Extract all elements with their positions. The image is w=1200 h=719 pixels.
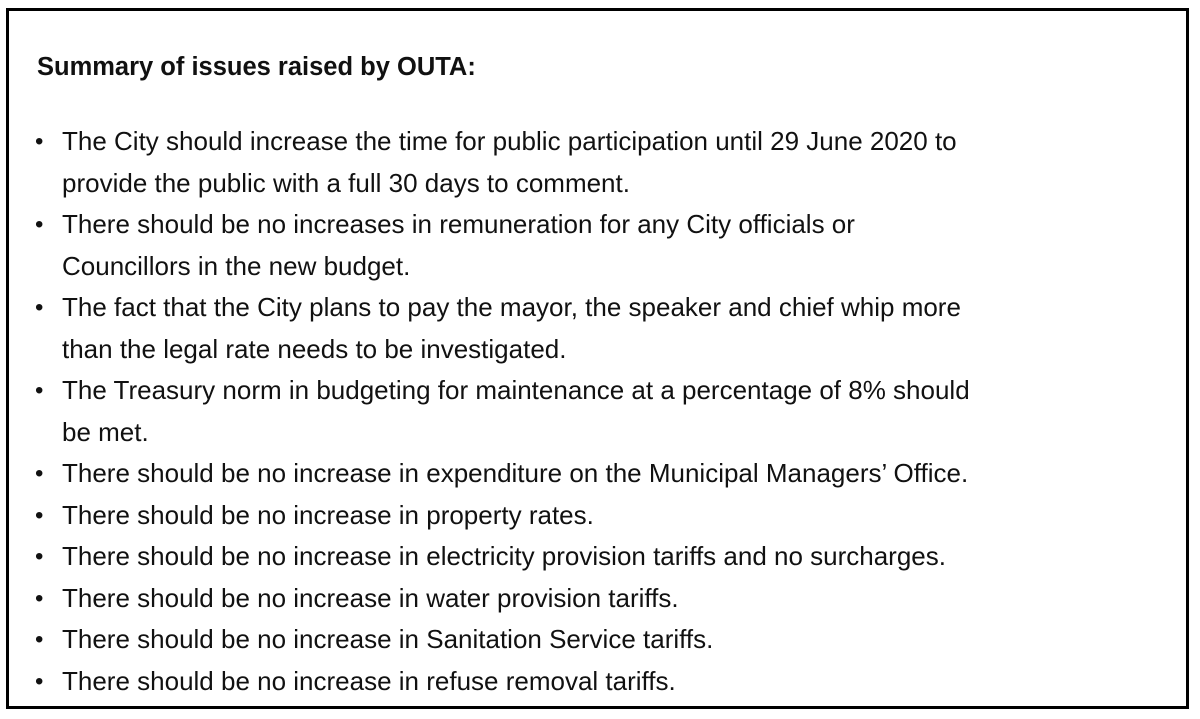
summary-title: Summary of issues raised by OUTA:: [37, 53, 476, 81]
list-item: [35, 204, 1175, 287]
list-item: [35, 495, 1175, 537]
list-item: [35, 536, 1175, 578]
list-item-text: There should be no increase in Sanitation Service tariffs.: [62, 624, 714, 654]
list-item-text: There should be no increase in water provision tariffs.: [62, 582, 679, 613]
issues-list: [35, 121, 1175, 702]
list-item-text: The City should increase the time for public participation until 29 June 2020 to provide the public with a full 30 days to comment.: [62, 126, 957, 198]
bullet: •: [35, 584, 44, 612]
list-item: [35, 287, 1175, 370]
list-item: [35, 578, 1175, 620]
list-item: [35, 121, 1175, 204]
bullet: •: [35, 626, 44, 653]
list-item-text: There should be no increase in expenditure on the Municipal Managers’ Office.: [62, 458, 969, 488]
list-item-text: The Treasury norm in budgeting for maintenance at a percentage of 8% should be met.: [62, 375, 970, 447]
list-item: [35, 370, 1175, 453]
list-item-text: There should be no increases in remuneration for any City officials or Councillors in the new budget.: [62, 209, 855, 281]
bullet: •: [35, 128, 44, 155]
list-item-text: There should be no increase in electricity provision tariffs and no surcharges.: [62, 541, 946, 571]
bullet: •: [35, 543, 44, 570]
bullet: •: [35, 501, 44, 529]
list-item: [35, 453, 1175, 495]
list-item-text: There should be no increase in refuse removal tariffs.: [62, 665, 676, 696]
bullet: •: [35, 294, 44, 321]
bullet: •: [35, 211, 44, 238]
list-item: [35, 661, 1175, 703]
summary-box: [6, 8, 1189, 709]
bullet: •: [35, 377, 44, 404]
list-item-text: There should be no increase in property rates.: [62, 499, 594, 530]
list-item: [35, 619, 1175, 661]
list-item-text: The fact that the City plans to pay the mayor, the speaker and chief whip more than the legal rate needs to be investigated.: [62, 292, 961, 364]
bullet: •: [35, 460, 44, 487]
bullet: •: [35, 667, 44, 695]
